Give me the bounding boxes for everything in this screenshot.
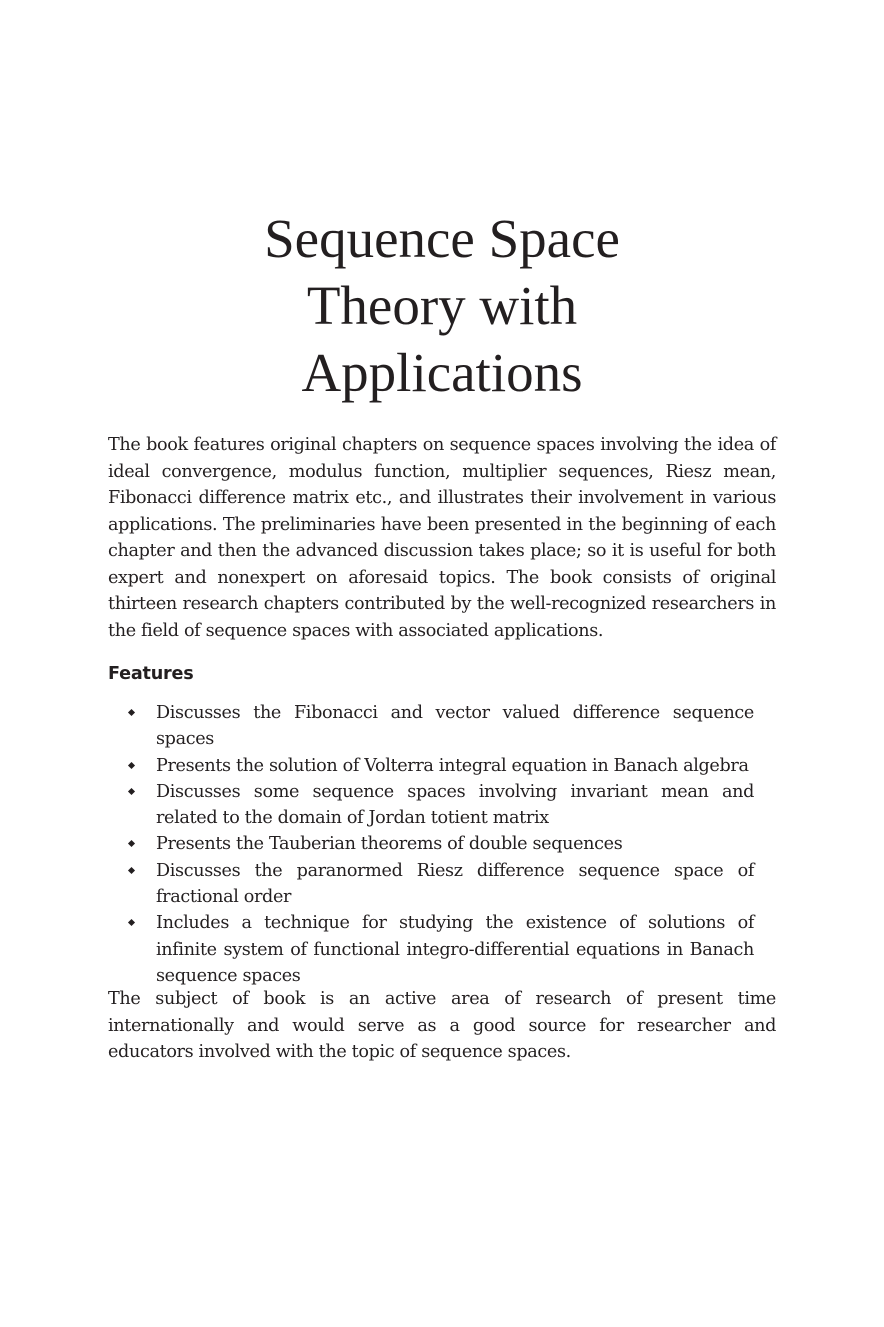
features-list <box>108 700 754 989</box>
diamond-bullet-icon <box>128 788 135 795</box>
list-item <box>108 910 754 989</box>
list-item <box>108 779 754 832</box>
book-title-line: Theory with <box>306 275 578 336</box>
feature-text: Presents the Tauberian theorems of double sequences <box>156 834 623 855</box>
feature-text: Presents the solution of Volterra integral equation in Banach algebra <box>156 755 749 776</box>
diamond-bullet-icon <box>128 919 135 926</box>
feature-text: Discusses the paranormed Riesz difference sequence space of fractional order <box>156 860 754 908</box>
list-item <box>108 858 754 911</box>
list-item <box>108 700 754 753</box>
feature-text: Includes a technique for studying the existence of solutions of infinite system of functional integro-differential equations in Banach sequence spaces <box>156 913 754 986</box>
book-title-line: Applications <box>301 342 583 403</box>
diamond-bullet-icon <box>128 867 135 874</box>
feature-text: Discusses the Fibonacci and vector valued difference sequence spaces <box>156 703 754 750</box>
book-title <box>0 205 884 406</box>
intro-paragraph: The book features original chapters on sequence spaces involving the idea of ideal convergence, modulus function, multiplier sequences, Riesz mean, Fibonacci difference matrix etc., and illustrates their involvement in various applications. The preliminaries have been presented in the beginning of each chapter and then the advanced discussion takes place; so it is useful for both expert and nonexpert on aforesaid topics. The book consists of original thirteen research chapters contributed by the well-recognized researchers in the field of sequence spaces with associated applications. <box>108 435 776 641</box>
list-item <box>108 831 754 857</box>
features-heading: Features <box>108 664 194 684</box>
diamond-bullet-icon <box>128 762 135 769</box>
diamond-bullet-icon <box>128 840 135 847</box>
diamond-bullet-icon <box>128 709 135 716</box>
closing-paragraph: The subject of book is an active area of research of present time internationally and would serve as a good source for researcher and educators involved with the topic of sequence spaces. <box>108 989 776 1062</box>
book-title-line: Sequence Space <box>264 208 620 269</box>
list-item <box>108 753 754 779</box>
feature-text: Discusses some sequence spaces involving invariant mean and related to the domain of Jordan totient matrix <box>156 781 754 829</box>
